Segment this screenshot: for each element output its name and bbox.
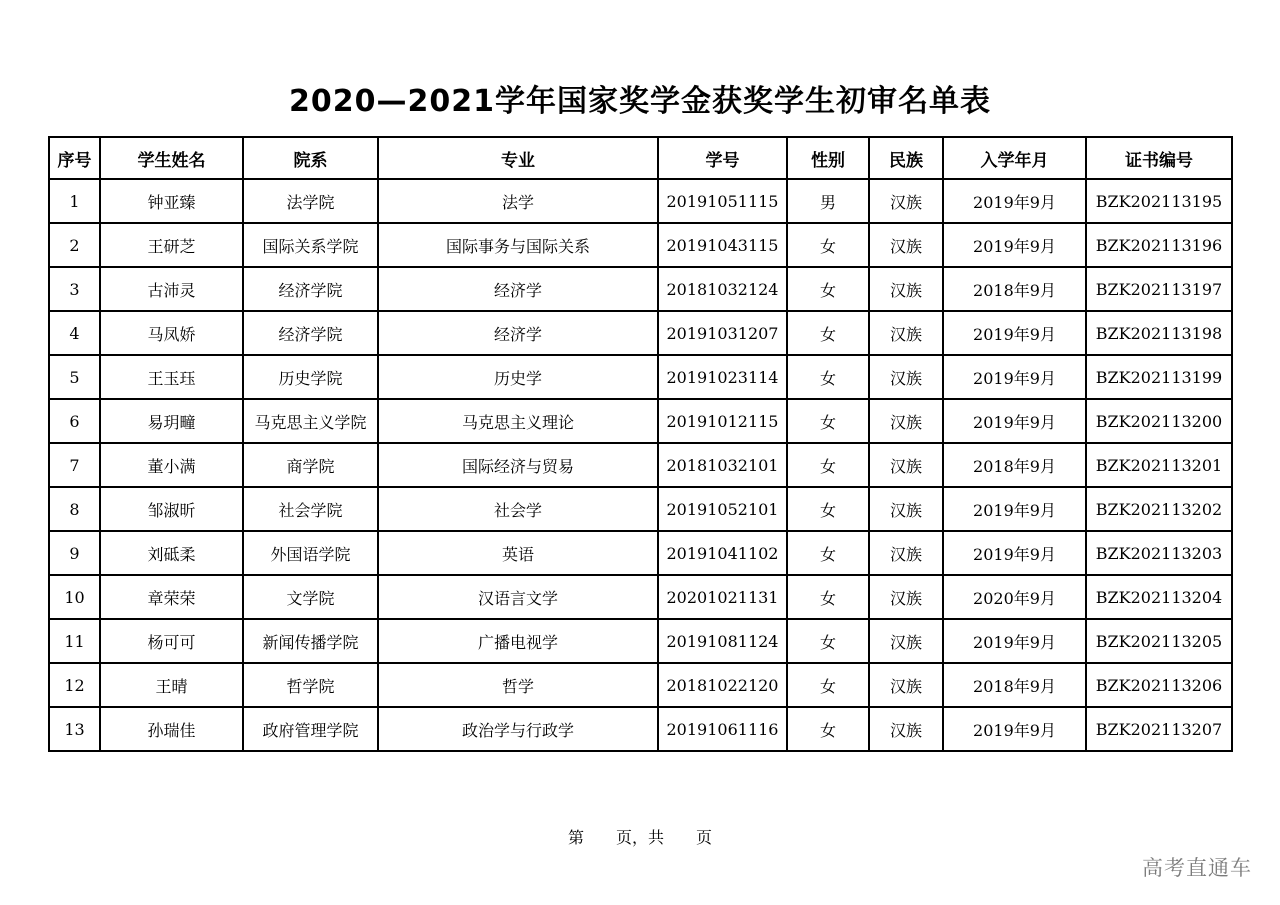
cell-student-id: 20191081124: [658, 619, 787, 663]
cell-index: 13: [49, 707, 100, 751]
cell-major: 社会学: [378, 487, 658, 531]
cell-department: 历史学院: [243, 355, 378, 399]
cell-student-name: 王研芝: [100, 223, 243, 267]
document-title: 2020—2021学年国家奖学金获奖学生初审名单表: [289, 84, 991, 119]
cell-gender: 女: [787, 487, 869, 531]
cell-index: 8: [49, 487, 100, 531]
header-certificate-number: 证书编号: [1086, 137, 1232, 179]
cell-department: 政府管理学院: [243, 707, 378, 751]
cell-index: 6: [49, 399, 100, 443]
cell-student-id: 20191061116: [658, 707, 787, 751]
cell-gender: 女: [787, 311, 869, 355]
cell-enrollment-date: 2019年9月: [943, 399, 1086, 443]
cell-gender: 女: [787, 443, 869, 487]
cell-major: 政治学与行政学: [378, 707, 658, 751]
cell-ethnicity: 汉族: [869, 443, 943, 487]
cell-enrollment-date: 2019年9月: [943, 707, 1086, 751]
header-student-name: 学生姓名: [100, 137, 243, 179]
cell-ethnicity: 汉族: [869, 223, 943, 267]
header-index: 序号: [49, 137, 100, 179]
cell-ethnicity: 汉族: [869, 355, 943, 399]
cell-index: 9: [49, 531, 100, 575]
header-enrollment-date: 入学年月: [943, 137, 1086, 179]
cell-gender: 女: [787, 399, 869, 443]
cell-major: 广播电视学: [378, 619, 658, 663]
cell-index: 7: [49, 443, 100, 487]
cell-ethnicity: 汉族: [869, 575, 943, 619]
cell-student-id: 20181032124: [658, 267, 787, 311]
cell-enrollment-date: 2019年9月: [943, 355, 1086, 399]
header-ethnicity: 民族: [869, 137, 943, 179]
cell-gender: 女: [787, 531, 869, 575]
cell-index: 3: [49, 267, 100, 311]
cell-index: 5: [49, 355, 100, 399]
cell-department: 经济学院: [243, 267, 378, 311]
cell-department: 文学院: [243, 575, 378, 619]
table-header-row: [49, 137, 1232, 179]
cell-index: 1: [49, 179, 100, 223]
cell-ethnicity: 汉族: [869, 179, 943, 223]
cell-ethnicity: 汉族: [869, 663, 943, 707]
cell-department: 社会学院: [243, 487, 378, 531]
table-row: [49, 487, 1232, 531]
cell-certificate-number: BZK202113205: [1086, 619, 1232, 663]
cell-certificate-number: BZK202113195: [1086, 179, 1232, 223]
cell-major: 哲学: [378, 663, 658, 707]
cell-major: 法学: [378, 179, 658, 223]
cell-student-name: 钟亚臻: [100, 179, 243, 223]
cell-student-name: 王玉珏: [100, 355, 243, 399]
cell-enrollment-date: 2018年9月: [943, 267, 1086, 311]
cell-enrollment-date: 2018年9月: [943, 663, 1086, 707]
table-row: [49, 443, 1232, 487]
cell-enrollment-date: 2020年9月: [943, 575, 1086, 619]
cell-student-id: 20191043115: [658, 223, 787, 267]
cell-enrollment-date: 2019年9月: [943, 531, 1086, 575]
table-row: [49, 311, 1232, 355]
header-gender: 性别: [787, 137, 869, 179]
cell-student-id: 20181022120: [658, 663, 787, 707]
cell-student-name: 刘砥柔: [100, 531, 243, 575]
cell-enrollment-date: 2019年9月: [943, 487, 1086, 531]
cell-student-name: 邹淑昕: [100, 487, 243, 531]
cell-certificate-number: BZK202113204: [1086, 575, 1232, 619]
cell-student-name: 王晴: [100, 663, 243, 707]
cell-student-name: 杨可可: [100, 619, 243, 663]
footer-middle: 页，共: [615, 828, 664, 847]
cell-enrollment-date: 2019年9月: [943, 223, 1086, 267]
cell-ethnicity: 汉族: [869, 267, 943, 311]
cell-gender: 男: [787, 179, 869, 223]
scholarship-roster-table: [48, 136, 1233, 752]
cell-certificate-number: BZK202113202: [1086, 487, 1232, 531]
cell-major: 汉语言文学: [378, 575, 658, 619]
cell-enrollment-date: 2019年9月: [943, 179, 1086, 223]
page-footer: [0, 826, 1280, 850]
table-row: [49, 355, 1232, 399]
footer-prefix: 第: [567, 828, 584, 847]
table-row: [49, 619, 1232, 663]
cell-ethnicity: 汉族: [869, 399, 943, 443]
cell-major: 经济学: [378, 311, 658, 355]
cell-student-name: 孙瑞佳: [100, 707, 243, 751]
cell-enrollment-date: 2019年9月: [943, 619, 1086, 663]
table-row: [49, 707, 1232, 751]
cell-gender: 女: [787, 355, 869, 399]
cell-gender: 女: [787, 663, 869, 707]
cell-department: 法学院: [243, 179, 378, 223]
cell-index: 10: [49, 575, 100, 619]
cell-gender: 女: [787, 707, 869, 751]
cell-department: 国际关系学院: [243, 223, 378, 267]
cell-student-id: 20201021131: [658, 575, 787, 619]
cell-student-name: 马凤娇: [100, 311, 243, 355]
table-row: [49, 531, 1232, 575]
footer-suffix: 页: [696, 828, 713, 847]
cell-certificate-number: BZK202113206: [1086, 663, 1232, 707]
cell-student-id: 20191051115: [658, 179, 787, 223]
cell-major: 国际经济与贸易: [378, 443, 658, 487]
cell-student-id: 20191052101: [658, 487, 787, 531]
cell-student-id: 20191012115: [658, 399, 787, 443]
cell-student-id: 20191041102: [658, 531, 787, 575]
cell-student-id: 20191023114: [658, 355, 787, 399]
watermark-text: 高考直通车: [1142, 856, 1252, 880]
cell-student-name: 古沛灵: [100, 267, 243, 311]
cell-ethnicity: 汉族: [869, 531, 943, 575]
cell-student-name: 章荣荣: [100, 575, 243, 619]
cell-gender: 女: [787, 575, 869, 619]
cell-department: 新闻传播学院: [243, 619, 378, 663]
table-row: [49, 179, 1232, 223]
table-row: [49, 575, 1232, 619]
cell-certificate-number: BZK202113201: [1086, 443, 1232, 487]
cell-certificate-number: BZK202113203: [1086, 531, 1232, 575]
header-student-id: 学号: [658, 137, 787, 179]
cell-certificate-number: BZK202113198: [1086, 311, 1232, 355]
cell-department: 哲学院: [243, 663, 378, 707]
cell-index: 2: [49, 223, 100, 267]
table-row: [49, 399, 1232, 443]
header-department: 院系: [243, 137, 378, 179]
cell-gender: 女: [787, 267, 869, 311]
cell-major: 马克思主义理论: [378, 399, 658, 443]
cell-student-name: 董小满: [100, 443, 243, 487]
cell-certificate-number: BZK202113200: [1086, 399, 1232, 443]
cell-ethnicity: 汉族: [869, 619, 943, 663]
table-row: [49, 223, 1232, 267]
cell-index: 11: [49, 619, 100, 663]
cell-certificate-number: BZK202113197: [1086, 267, 1232, 311]
cell-ethnicity: 汉族: [869, 311, 943, 355]
cell-gender: 女: [787, 223, 869, 267]
cell-student-name: 易玥疃: [100, 399, 243, 443]
cell-enrollment-date: 2018年9月: [943, 443, 1086, 487]
cell-index: 12: [49, 663, 100, 707]
cell-major: 英语: [378, 531, 658, 575]
cell-department: 经济学院: [243, 311, 378, 355]
cell-department: 马克思主义学院: [243, 399, 378, 443]
cell-department: 外国语学院: [243, 531, 378, 575]
cell-enrollment-date: 2019年9月: [943, 311, 1086, 355]
table-row: [49, 267, 1232, 311]
cell-gender: 女: [787, 619, 869, 663]
cell-major: 历史学: [378, 355, 658, 399]
cell-major: 国际事务与国际关系: [378, 223, 658, 267]
cell-certificate-number: BZK202113199: [1086, 355, 1232, 399]
cell-major: 经济学: [378, 267, 658, 311]
cell-student-id: 20181032101: [658, 443, 787, 487]
header-major: 专业: [378, 137, 658, 179]
cell-certificate-number: BZK202113196: [1086, 223, 1232, 267]
cell-index: 4: [49, 311, 100, 355]
table-row: [49, 663, 1232, 707]
cell-ethnicity: 汉族: [869, 707, 943, 751]
cell-ethnicity: 汉族: [869, 487, 943, 531]
cell-student-id: 20191031207: [658, 311, 787, 355]
cell-certificate-number: BZK202113207: [1086, 707, 1232, 751]
table-body: [49, 179, 1232, 751]
cell-department: 商学院: [243, 443, 378, 487]
